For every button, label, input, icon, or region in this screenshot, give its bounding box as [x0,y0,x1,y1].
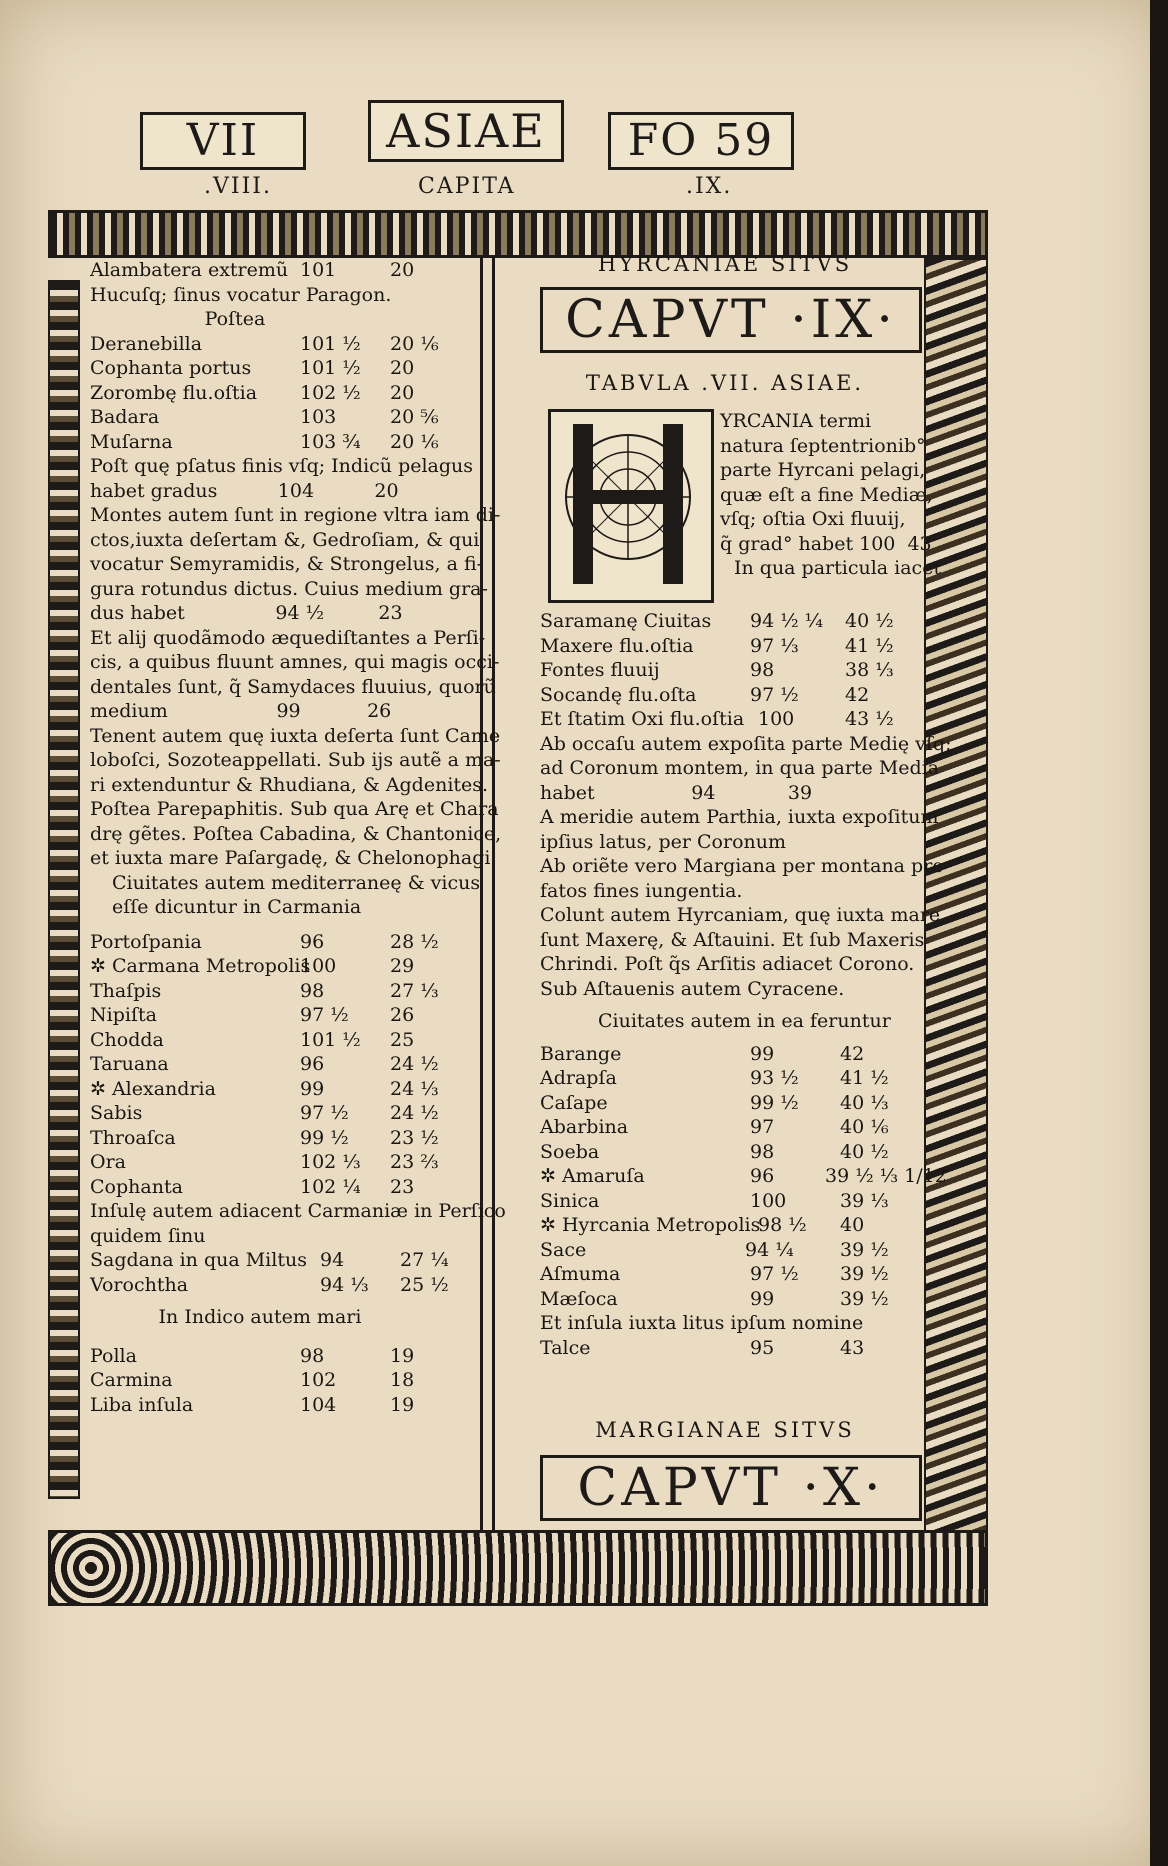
table-row: Alambatera extremũ 101 20 [90,259,415,281]
text-line: Colunt autem Hyrcaniam, quę iuxta mare [540,904,941,926]
text-line: ctos,iuxta deſertam &, Gedroſiam, & qui [90,528,480,551]
place-table-2 [90,930,520,1200]
banner-center: ASIAE [368,100,564,162]
text-line: ſunt Maxerę, & Aſtauini. Et ſub Maxeris [540,928,925,951]
initial-h-icon [551,412,705,594]
text-line: YRCANIA termi [720,410,872,432]
ornament-border-left [48,280,80,1499]
table-row: Caſape 99 ½ 40 ⅓ [540,1091,889,1114]
table-row: Cophanta portus 101 ½ 20 [90,357,415,379]
place-table-r1 [540,609,970,732]
text-line: Chrindi. Poſt q̃s Arſitis adiacet Corono. [540,953,915,975]
text-line: Sub Aſtauenis autem Cyracene. [540,977,845,1000]
text-line: Poſt quę pſatus finis vſq; Indicũ pelagus [90,455,474,477]
table-row: Zorombę flu.oſtia 102 ½ 20 [90,381,415,404]
table-row: Portoſpania 96 28 ½ [90,930,439,953]
table-row: ✲ Carmana Metropolis 100 29 [90,955,415,977]
intro-block [540,409,970,609]
text-line: loboſci, Sozoteappellati. Sub ijs autẽ a ma- [90,749,501,771]
chapter-heading-x: CAPVT ·X· [540,1455,922,1521]
table-row: ✲ Alexandria 99 24 ⅓ [90,1077,439,1100]
text-line: medium 99 26 [90,700,392,722]
table-row: Et ſtatim Oxi flu.oſtia 100 43 ½ [540,708,894,730]
intro-text [720,409,970,581]
table-row: Badara 103 20 ⅚ [90,406,439,428]
text-line: Montes autem ſunt in regione vltra iam di- [90,504,501,526]
table-row: Socandę flu.oſta 97 ½ 42 [540,683,870,706]
header-banner [140,100,800,199]
text-line: Et alij quodãmodo æquediſtantes a Perſi- [90,626,486,649]
table-row: Sace 94 ¼ 39 ½ [540,1238,889,1261]
text-line: Tenent autem quę iuxta deſerta ſunt Came [90,724,501,747]
text-line: gura rotundus dictus. Cuius medium gra- [90,577,488,600]
place-table-3 [90,1248,520,1297]
right-column [540,252,970,1521]
text-line: q̃ grad° habet 100 43 [720,532,932,555]
section-heading: In Indico autem mari [158,1306,362,1328]
text-line: dentales ſunt, q̃ Samydaces fluuius, quorũ [90,675,496,698]
table-row: Sabis 97 ½ 24 ½ [90,1102,439,1124]
place-table-r2 [540,1042,970,1312]
table-row: Saramanę Ciuitas 94 ½ ¼ 40 ½ [540,610,894,632]
text-line: Poſtea Parepaphitis. Sub qua Arę et Chara [90,798,499,820]
text-line: quidem ſinu [90,1224,206,1247]
text-line: habet gradus 104 20 [90,479,399,502]
decorated-initial-h [548,409,714,603]
table-row: Adrapſa 93 ½ 41 ½ [540,1067,889,1089]
text-line: parte Hyrcani pelagi, [720,459,926,481]
table-row: Vorochtha 94 ⅓ 25 ½ [90,1273,449,1296]
page-frame [48,210,988,1580]
table-row: Muſarna 103 ¾ 20 ⅙ [90,430,439,453]
table-row: ✲ Amaruſa 96 39 ½ ⅓ 1/12 [540,1165,947,1187]
table-row: Barange 99 42 [540,1042,865,1065]
text-line: Et inſula iuxta litus ipſum nomine [540,1312,864,1334]
table-row: Nipiſta 97 ½ 26 [90,1004,415,1026]
left-column [90,258,520,1417]
text-line: Ab oriẽte vero Margiana per montana pre- [540,855,950,877]
header-right-small: .IX. [686,174,733,199]
table-row: Throaſca 99 ½ 23 ½ [90,1126,439,1149]
table-row: Thaſpis 98 27 ⅓ [90,979,439,1002]
text-line: vocatur Semyramidis, & Strongelus, a fi- [90,553,484,575]
section-heading: Ciuitates autem in ea feruntur [598,1010,891,1032]
text-line: In qua particula iacet [734,557,942,579]
table-row: Maxere flu.oſtia 97 ⅓ 41 ½ [540,634,894,657]
ornament-border-top [48,210,988,258]
text-line: habet 94 39 [540,781,813,804]
table-row: Carmina 102 18 [90,1369,415,1391]
table-row: Soeba 98 40 ½ [540,1140,889,1163]
chapter-heading-ix: CAPVT ·IX· [540,287,922,353]
text-line: cis, a quibus fluunt amnes, qui magis occi- [90,651,500,673]
ornament-border-bottom [48,1530,988,1606]
page-edge-shadow [1150,0,1168,1866]
table-row: Aſmuma 97 ½ 39 ½ [540,1263,889,1285]
text-line: vſq; oſtia Oxi fluuij, [720,508,906,530]
table-row: Liba inſula 104 19 [90,1393,415,1416]
table-row: Chodda 101 ½ 25 [90,1028,415,1051]
text-line: dus habet 94 ½ 23 [90,602,403,624]
tabula-heading: TABVLA .VII. ASIAE. [585,370,865,395]
banner-left: VII [140,112,306,170]
place-table-1 [90,332,520,455]
table-row: ✲ Hyrcania Metropolis 98 ½ 40 [540,1214,865,1236]
text-line: et iuxta mare Paſargadę, & Chelonophagi. [90,847,497,869]
text-line: fatos fines iungentia. [540,879,743,902]
header-center-small: CAPITA [418,174,516,199]
table-row: Fontes fluuij 98 38 ⅓ [540,659,894,681]
table-row: Sagdana in qua Miltus 94 27 ¼ [90,1249,449,1271]
text-line: quæ eſt a fine Mediæ, [720,483,933,506]
text-line: ad Coronum montem, in qua parte Media [540,757,940,779]
text-line: Inſulę autem adiacent Carmaniæ in Perſico [90,1200,506,1222]
text-line: ipſius latus, per Coronum [540,830,786,853]
section-heading: Poſtea [204,308,266,330]
table-row: Talce 95 43 [540,1336,865,1359]
section-title-hyrcaniae: HYRCANIAE SITVS [597,252,853,276]
text-line: ri extenduntur & Rhudiana, & Agdenites. [90,773,489,796]
text-line: A meridie autem Parthia, iuxta expoſitum [540,806,939,828]
table-row: Cophanta 102 ¼ 23 [90,1175,415,1198]
table-row: Ora 102 ⅓ 23 ⅔ [90,1151,439,1173]
text-line: Ab occaſu autem expoſita parte Medię vſq; [540,732,952,755]
table-row: Abarbina 97 40 ⅙ [540,1116,889,1138]
table-row: Polla 98 19 [90,1344,415,1367]
section-heading: Ciuitates autem mediterraneę & vicus [112,871,481,894]
table-row: Mæſoca 99 39 ½ [540,1287,889,1310]
table-row: Deranebilla 101 ½ 20 ⅙ [90,332,439,355]
text-line: drę gẽtes. Poſtea Cabadina, & Chantonice, [90,822,502,845]
text-line: Hucuſq; ſinus vocatur Paragon. [90,283,392,306]
section-title-margianae: MARGIANAE SITVS [595,1418,855,1442]
place-table-4 [90,1344,520,1418]
table-row: Taruana 96 24 ½ [90,1053,439,1075]
banner-right: FO 59 [608,112,794,170]
section-heading: eſſe dicuntur in Carmania [112,896,362,918]
text-line: natura ſeptentrionib° [720,434,926,457]
table-row: Sinica 100 39 ⅓ [540,1189,889,1212]
header-left-small: .VIII. [204,174,272,199]
